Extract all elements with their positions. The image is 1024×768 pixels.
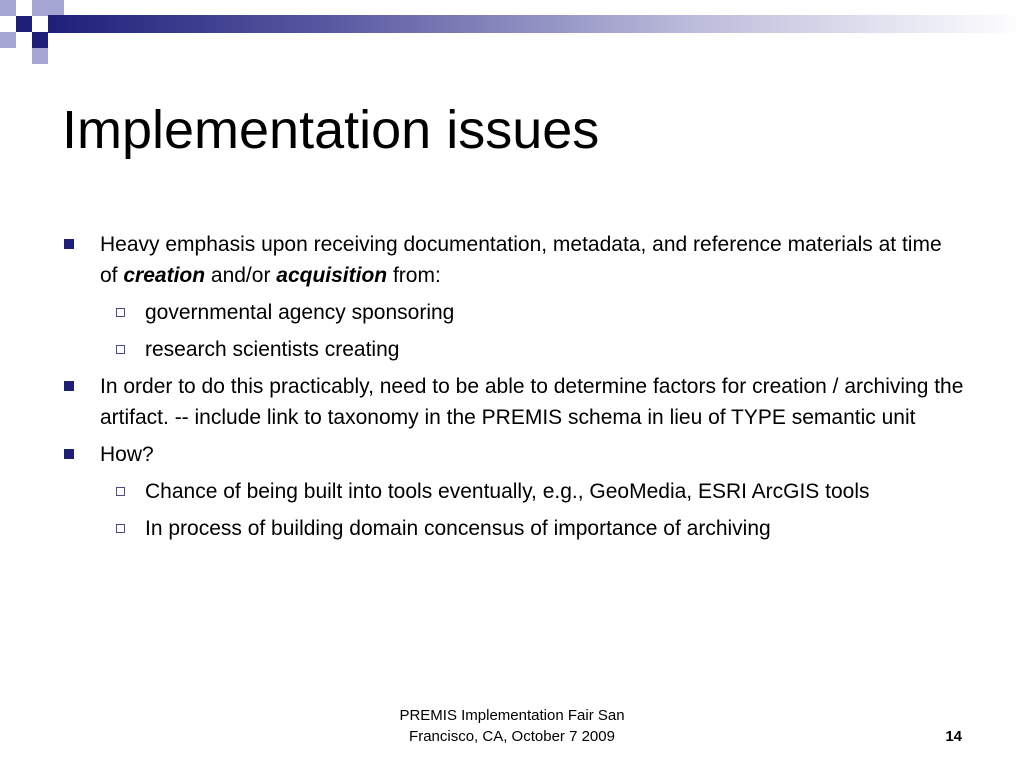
bullet-emphasis-creation: creation <box>123 264 206 287</box>
bullet-text: from: <box>387 264 441 287</box>
slide-title: Implementation issues <box>62 100 600 160</box>
deco-square <box>0 32 16 48</box>
deco-square <box>48 0 64 16</box>
deco-square <box>16 0 32 16</box>
slide-body <box>0 229 1024 550</box>
hollow-square-bullet-icon <box>116 345 125 354</box>
sub-bullet-text: In process of building domain concensus of importance of archiving <box>145 517 771 540</box>
deco-square <box>0 0 16 16</box>
slide-number: 14 <box>945 728 962 745</box>
bullet-item <box>0 229 1024 291</box>
hollow-square-bullet-icon <box>116 487 125 496</box>
deco-square <box>32 0 48 16</box>
sub-bullet-item <box>0 513 1024 544</box>
slide-footer <box>362 705 662 747</box>
deco-square <box>16 32 32 48</box>
bullet-text: In order to do this practicably, need to be able to determine factors for creation / archiving the artifact. -- include link to taxonomy in the PREMIS schema in lieu of TYPE semantic unit <box>100 375 964 429</box>
deco-square <box>32 16 48 32</box>
header-gradient-bar <box>48 15 1024 33</box>
deco-square <box>16 16 32 32</box>
footer-line: PREMIS Implementation Fair San <box>399 707 625 724</box>
hollow-square-bullet-icon <box>116 524 125 533</box>
sub-bullet-item <box>0 476 1024 507</box>
sub-bullet-text: research scientists creating <box>145 338 400 361</box>
deco-square <box>32 32 48 48</box>
bullet-item <box>0 439 1024 470</box>
hollow-square-bullet-icon <box>116 308 125 317</box>
bullet-text: and/or <box>205 264 277 287</box>
sub-bullet-item <box>0 334 1024 365</box>
sub-bullet-text: Chance of being built into tools eventually, e.g., GeoMedia, ESRI ArcGIS tools <box>145 480 870 503</box>
square-bullet-icon <box>64 381 74 391</box>
footer-line: Francisco, CA, October 7 2009 <box>409 728 615 745</box>
bullet-text: Heavy emphasis upon receiving documentation, metadata, and reference materials at time of <box>100 233 942 287</box>
square-bullet-icon <box>64 449 74 459</box>
bullet-emphasis-acquisition: acquisition <box>276 264 388 287</box>
sub-bullet-text: governmental agency sponsoring <box>145 301 455 324</box>
sub-bullet-item <box>0 297 1024 328</box>
deco-square <box>32 48 48 64</box>
bullet-item <box>0 371 1024 433</box>
square-bullet-icon <box>64 239 74 249</box>
deco-square <box>48 32 64 48</box>
bullet-text: How? <box>100 443 154 466</box>
